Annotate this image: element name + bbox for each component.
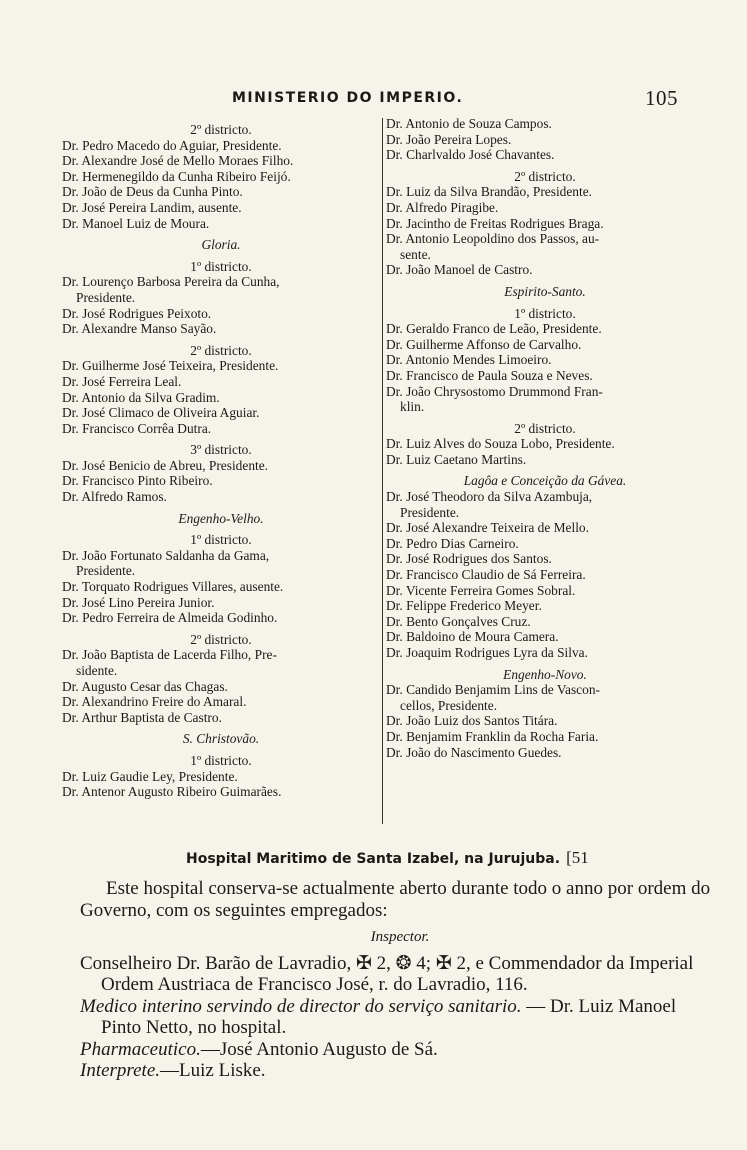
physician-entry: Dr. Guilherme Affonso de Carvalho. (386, 336, 582, 352)
entry-continuation: Presidente. (76, 563, 136, 579)
physician-entry: Dr. João do Nascimento Guedes. (386, 744, 562, 760)
district-heading: 2º districto. (190, 122, 252, 137)
physician-entry: Dr. João Pereira Lopes. (386, 131, 512, 147)
physician-entry: Dr. José Theodoro da Silva Azambuja, (386, 489, 593, 505)
physician-entry: Dr. Antenor Augusto Ribeiro Guimarães. (62, 784, 282, 800)
hospital-section (80, 878, 720, 1082)
physician-entry: Dr. Francisco de Paula Souza e Neves. (386, 367, 593, 383)
physician-entry: Dr. João Fortunato Saldanha da Gama, (62, 547, 270, 563)
medico-entry (80, 996, 720, 1039)
physician-entry: Dr. José Benicio de Abreu, Presidente. (62, 457, 269, 473)
physician-entry: Dr. Benjamim Franklin da Rocha Faria. (386, 728, 599, 744)
physician-entry: Dr. João Luiz dos Santos Titára. (386, 713, 558, 729)
entry-continuation: Presidente. (400, 504, 460, 520)
district-heading: 1º districto. (190, 532, 252, 548)
physician-entry: Dr. Antonio Mendes Limoeiro. (386, 352, 552, 368)
column-divider (382, 118, 383, 824)
hospital-intro: Este hospital conserva-se actualmente aberto durante todo o anno por ordem do Governo, com os seguintes empregados: (80, 878, 711, 921)
physician-entry: Dr. José Alexandre Teixeira de Mello. (386, 520, 589, 536)
physician-entry: Dr. Alexandre José de Mello Moraes Filho. (62, 153, 294, 169)
physician-entry: Dr. Luiz Alves do Souza Lobo, Presidente. (386, 436, 615, 452)
district-heading: 2º districto. (190, 631, 252, 647)
physician-entry: Dr. Bento Gonçalves Cruz. (386, 613, 531, 629)
physician-entry: Dr. Antonio de Souza Campos. (386, 116, 552, 131)
section-title (186, 848, 589, 868)
entry-continuation: klin. (400, 399, 425, 415)
physician-entry: Dr. Luiz Gaudie Ley, Presidente. (62, 768, 238, 784)
physician-entry: Dr. Guilherme José Teixeira, Presidente. (62, 358, 279, 374)
district-heading: 1º districto. (514, 305, 576, 321)
parish-heading: Engenho-Velho. (178, 510, 264, 526)
physician-entry: Dr. Alexandre Manso Sayão. (62, 321, 217, 337)
section-number: [51 (566, 848, 589, 867)
physician-entry: Dr. José Rodrigues Peixoto. (62, 305, 212, 321)
district-heading: 1º districto. (190, 752, 252, 768)
physician-entry: Dr. Pedro Macedo do Aguiar, Presidente. (62, 137, 282, 153)
entry-continuation: sidente. (76, 663, 118, 678)
physician-entry: Dr. Torquato Rodrigues Villares, ausente. (62, 579, 284, 595)
physician-entry: Dr. Candido Benjamim Lins de Vascon- (386, 682, 600, 698)
interprete-label: Interprete. (80, 1060, 161, 1081)
physician-entry: Dr. Alfredo Ramos. (62, 489, 167, 505)
physician-entry: Dr. Manoel Luiz de Moura. (62, 215, 210, 231)
entry-continuation: cellos, Presidente. (400, 697, 498, 713)
district-heading: 1º districto. (190, 258, 252, 274)
pharmaceutico-label: Pharmaceutico. (80, 1038, 201, 1060)
district-heading: 3º districto. (190, 442, 252, 458)
physician-entry: Dr. Geraldo Franco de Leão, Presidente. (386, 321, 602, 337)
inspector-subheading: Inspector. (370, 929, 430, 945)
physician-entry: Dr. Alexandrino Freire do Amaral. (62, 694, 247, 710)
medico-value: — Dr. Luiz Manoel Pinto Netto, no hospital. (101, 995, 677, 1038)
physician-entry: Dr. Luiz Caetano Martins. (386, 451, 527, 467)
district-heading: 2º districto. (514, 168, 576, 184)
physician-entry: Dr. Jacintho de Freitas Rodrigues Braga. (386, 215, 604, 231)
physician-entry: Dr. João Baptista de Lacerda Filho, Pre- (62, 647, 277, 663)
physician-entry: Dr. José Ferreira Leal. (62, 373, 182, 389)
interprete-value: —Luiz Liske. (160, 1060, 266, 1081)
interprete-entry (80, 1060, 720, 1082)
physician-entry: Dr. João Chrysostomo Drummond Fran- (386, 383, 603, 399)
inspector-entry: Conselheiro Dr. Barão de Lavradio, ✠ 2, ❂ 4; ✠ 2, e Commendador da Imperial Ordem Austriaca de Francisco José, r. do Lavradio, 116. (80, 952, 694, 995)
parish-heading: Gloria. (201, 237, 241, 253)
directory-columns (62, 116, 712, 828)
physician-entry: Dr. Charlvaldo José Chavantes. (386, 147, 555, 163)
physician-entry: Dr. Felippe Frederico Meyer. (386, 598, 542, 614)
parish-heading: Engenho-Novo. (503, 666, 587, 682)
district-heading: 2º districto. (190, 342, 252, 358)
physician-entry: Dr. Vicente Ferreira Gomes Sobral. (386, 582, 576, 598)
physician-entry: Dr. Alfredo Piragibe. (386, 199, 499, 215)
pharmaceutico-value: —José Antonio Augusto de Sá. (200, 1038, 438, 1060)
physician-entry: Dr. Antonio da Silva Gradim. (62, 389, 220, 405)
medico-label: Medico interino servindo de director do serviço sanitario. (80, 995, 522, 1017)
physician-entry: Dr. João Manoel de Castro. (386, 262, 533, 278)
pharmaceutico-entry (80, 1039, 720, 1061)
parish-heading: S. Christovão. (182, 731, 260, 747)
physician-entry: Dr. Francisco Claudio de Sá Ferreira. (386, 567, 586, 583)
physician-entry: Dr. José Pereira Landim, ausente. (62, 199, 242, 215)
right-column (386, 116, 704, 760)
physician-entry: Dr. João de Deus da Cunha Pinto. (62, 184, 243, 200)
physician-entry: Dr. Luiz da Silva Brandão, Presidente. (386, 184, 593, 200)
physician-entry: Dr. Pedro Dias Carneiro. (386, 535, 519, 551)
entry-continuation: sente. (400, 246, 431, 262)
page-header (0, 88, 747, 114)
parish-heading: Espirito-Santo. (504, 283, 586, 299)
physician-entry: Dr. Hermenegildo da Cunha Ribeiro Feijó. (62, 168, 291, 184)
page-number: 105 (645, 86, 678, 110)
physician-entry: Dr. Joaquim Rodrigues Lyra da Silva. (386, 645, 588, 660)
hospital-title: Hospital Maritimo de Santa Izabel, na Jurujuba. (186, 851, 561, 867)
physician-entry: Dr. Antonio Leopoldino dos Passos, au- (386, 231, 600, 247)
physician-entry: Dr. Francisco Pinto Ribeiro. (62, 473, 213, 489)
physician-entry: Dr. Arthur Baptista de Castro. (62, 709, 222, 725)
physician-entry: Dr. José Rodrigues dos Santos. (386, 551, 552, 567)
physician-entry: Dr. Pedro Ferreira de Almeida Godinho. (62, 610, 278, 626)
physician-entry: Dr. Francisco Corrêa Dutra. (62, 420, 212, 436)
physician-entry: Dr. Augusto Cesar das Chagas. (62, 678, 228, 694)
physician-entry: Dr. Baldoino de Moura Camera. (386, 629, 559, 645)
running-title: MINISTERIO DO IMPERIO. (232, 90, 464, 106)
physician-entry: Dr. Lourenço Barbosa Pereira da Cunha, (62, 274, 280, 290)
parish-heading: Lagôa e Conceição da Gávea. (463, 473, 627, 489)
physician-entry: Dr. José Climaco de Oliveira Aguiar. (62, 405, 260, 421)
district-heading: 2º districto. (514, 420, 576, 436)
entry-continuation: Presidente. (76, 289, 136, 305)
left-column (62, 116, 380, 800)
physician-entry: Dr. José Lino Pereira Junior. (62, 594, 215, 610)
